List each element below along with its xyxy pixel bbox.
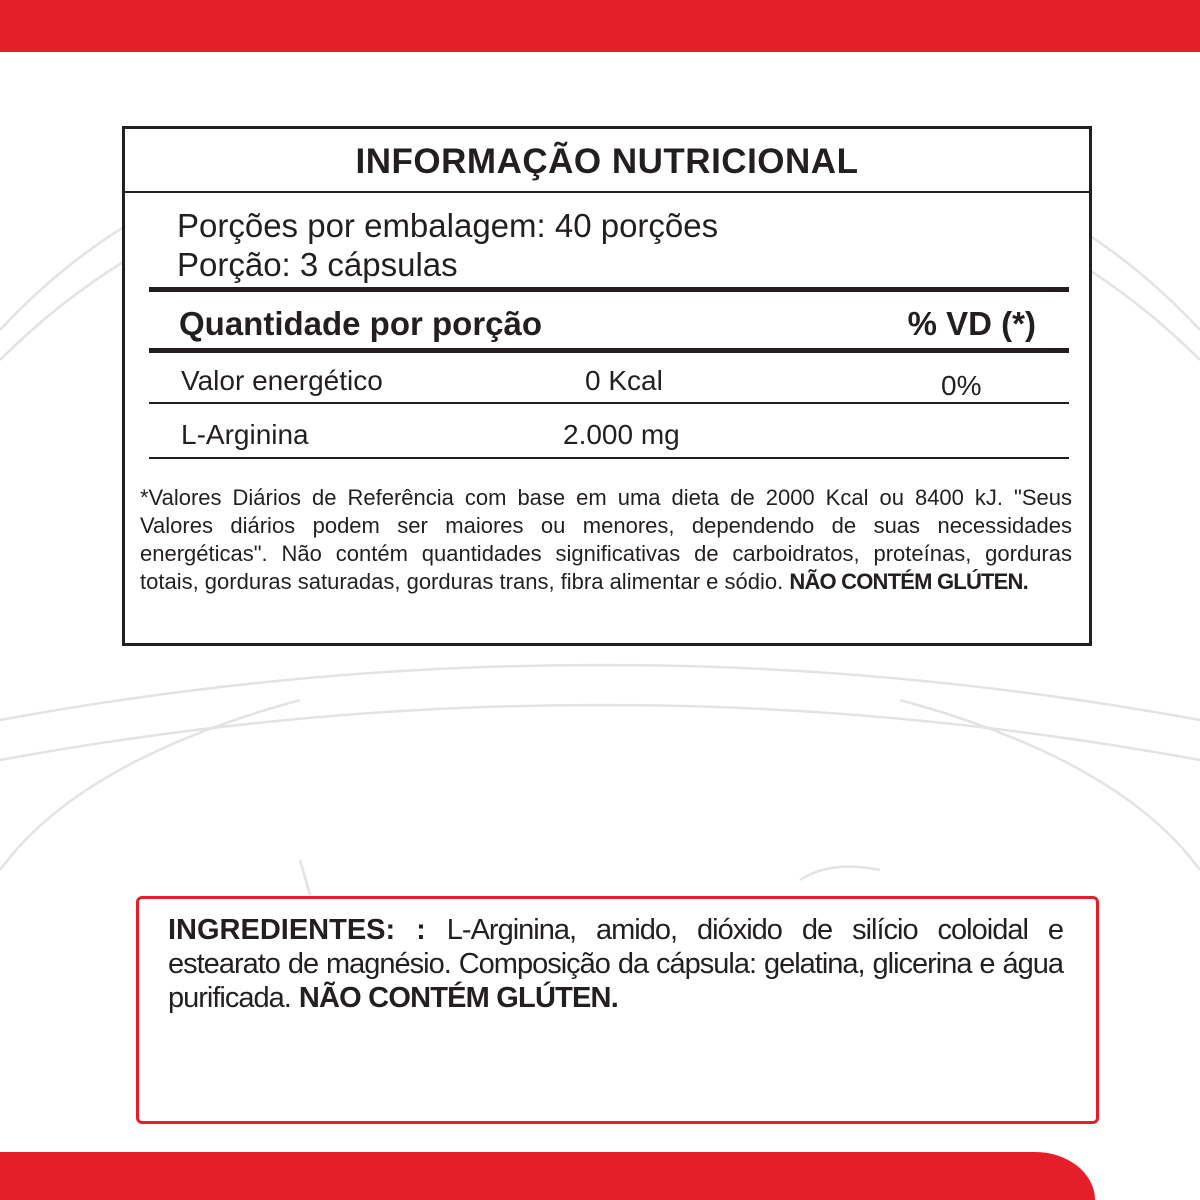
ingredients-list: L-Arginina, amido, dióxido de silício coloidal e estearato de magnésio. Composição da cápsula: gelatina, glicerina e água purificada. (168, 914, 1063, 1014)
servings-per-package: Porções por embalagem: 40 porções (177, 207, 719, 244)
divider-thin (149, 402, 1069, 404)
divider-thin (149, 457, 1069, 459)
nutrient-name: Valor energético (181, 365, 383, 396)
nutrition-title: INFORMAÇÃO NUTRICIONAL (125, 129, 1089, 193)
bottom-red-band (0, 1152, 1095, 1200)
nutrition-facts-panel (122, 126, 1092, 646)
nutrient-amount: 2.000 mg (563, 419, 680, 450)
ingredients-label: INGREDIENTES: : (168, 914, 426, 946)
ingredients-text (168, 913, 1063, 1015)
gluten-notice: NÃO CONTÉM GLÚTEN. (298, 982, 618, 1014)
daily-value-header: % VD (*) (907, 305, 1036, 342)
footnote-text: *Valores Diários de Referência com base em uma dieta de 2000 Kcal ou 8400 kJ. "Seus Valores diários podem ser maiores ou menores, dependendo de suas necessidades energéticas". Não contém quantidades significativas de carboidratos, proteínas, gorduras totais, gorduras saturadas, gorduras trans, fibra alimentar e sódio. (140, 485, 1072, 594)
quantity-per-serving-header: Quantidade por porção (179, 305, 543, 342)
divider-thick (149, 348, 1069, 353)
nutrient-daily-value: 0% (941, 370, 982, 401)
nutrition-footnote (140, 484, 1072, 596)
nutrient-name: L-Arginina (181, 419, 309, 450)
nutrient-amount: 0 Kcal (585, 365, 663, 396)
divider-thick (149, 287, 1069, 292)
gluten-notice: NÃO CONTÉM GLÚTEN. (789, 569, 1028, 594)
ingredients-panel (136, 896, 1099, 1124)
serving-size: Porção: 3 cápsulas (177, 246, 458, 283)
